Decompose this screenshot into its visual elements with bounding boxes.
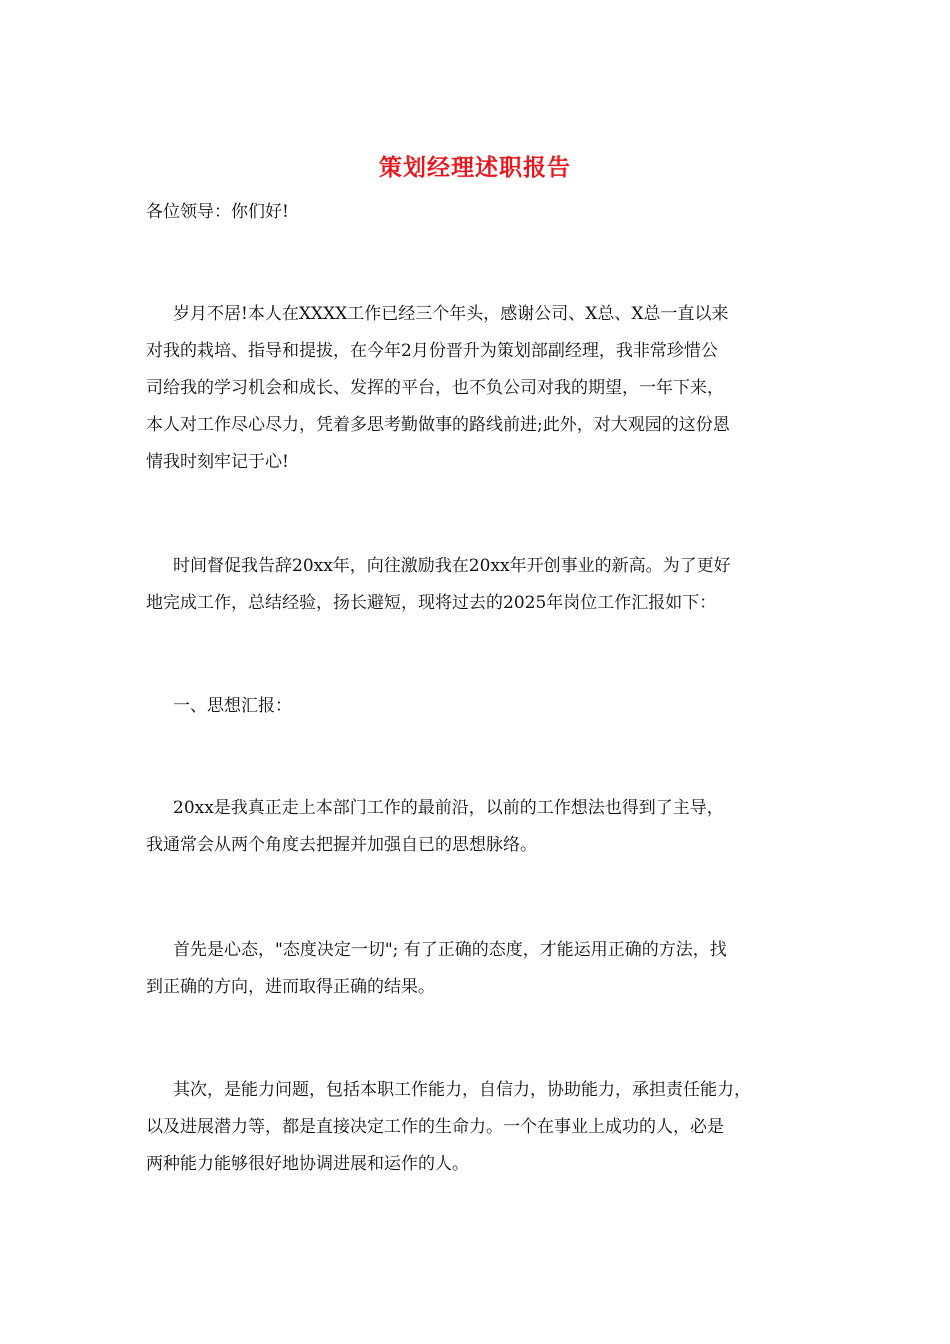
paragraph-thought (146, 790, 816, 864)
paragraph-line: 司给我的学习机会和成长、发挥的平台，也不负公司对我的期望，一年下来， (146, 378, 724, 398)
paragraph-line: 时间督促我告辞20xx年，向往激励我在20xx年开创事业的新高。为了更好 (173, 556, 731, 576)
paragraph-attitude (146, 932, 816, 1006)
paragraph-line: 首先是心态，"态度决定一切"; 有了正确的态度，才能运用正确的方法，找 (173, 940, 727, 960)
paragraph-line: 以及进展潜力等，都是直接决定工作的生命力。一个在事业上成功的人，必是 (146, 1117, 724, 1137)
paragraph-intro (146, 296, 816, 481)
paragraph-line: 到正确的方向，进而取得正确的结果。 (146, 977, 435, 997)
paragraph-line: 岁月不居!本人在XXXX工作已经三个年头，感谢公司、X总、X总一直以来 (173, 304, 729, 324)
paragraph-line: 地完成工作，总结经验，扬长避短，现将过去的2025年岗位工作汇报如下： (146, 593, 717, 613)
paragraph-ability (146, 1072, 816, 1183)
paragraph-line: 情我时刻牢记于心! (146, 452, 289, 472)
paragraph-line: 对我的栽培、指导和提拔，在今年2月份晋升为策划部副经理，我非常珍惜公 (146, 341, 718, 361)
greeting: 各位领导：你们好! (146, 202, 289, 222)
document-title: 策划经理述职报告 (379, 154, 571, 181)
paragraph-line: 我通常会从两个角度去把握并加强自已的思想脉络。 (146, 835, 537, 855)
paragraph-line: 20xx是我真正走上本部门工作的最前沿，以前的工作想法也得到了主导， (173, 798, 724, 818)
paragraph-summary (146, 548, 816, 622)
paragraph-line: 两种能力能够很好地协调进展和运作的人。 (146, 1154, 469, 1174)
section-heading: 一、思想汇报： (173, 696, 292, 716)
paragraph-line: 其次，是能力问题，包括本职工作能力，自信力，协助能力，承担责任能力， (173, 1080, 751, 1100)
paragraph-line: 本人对工作尽心尽力，凭着多思考勤做事的路线前进;此外，对大观园的这份恩 (146, 415, 730, 435)
